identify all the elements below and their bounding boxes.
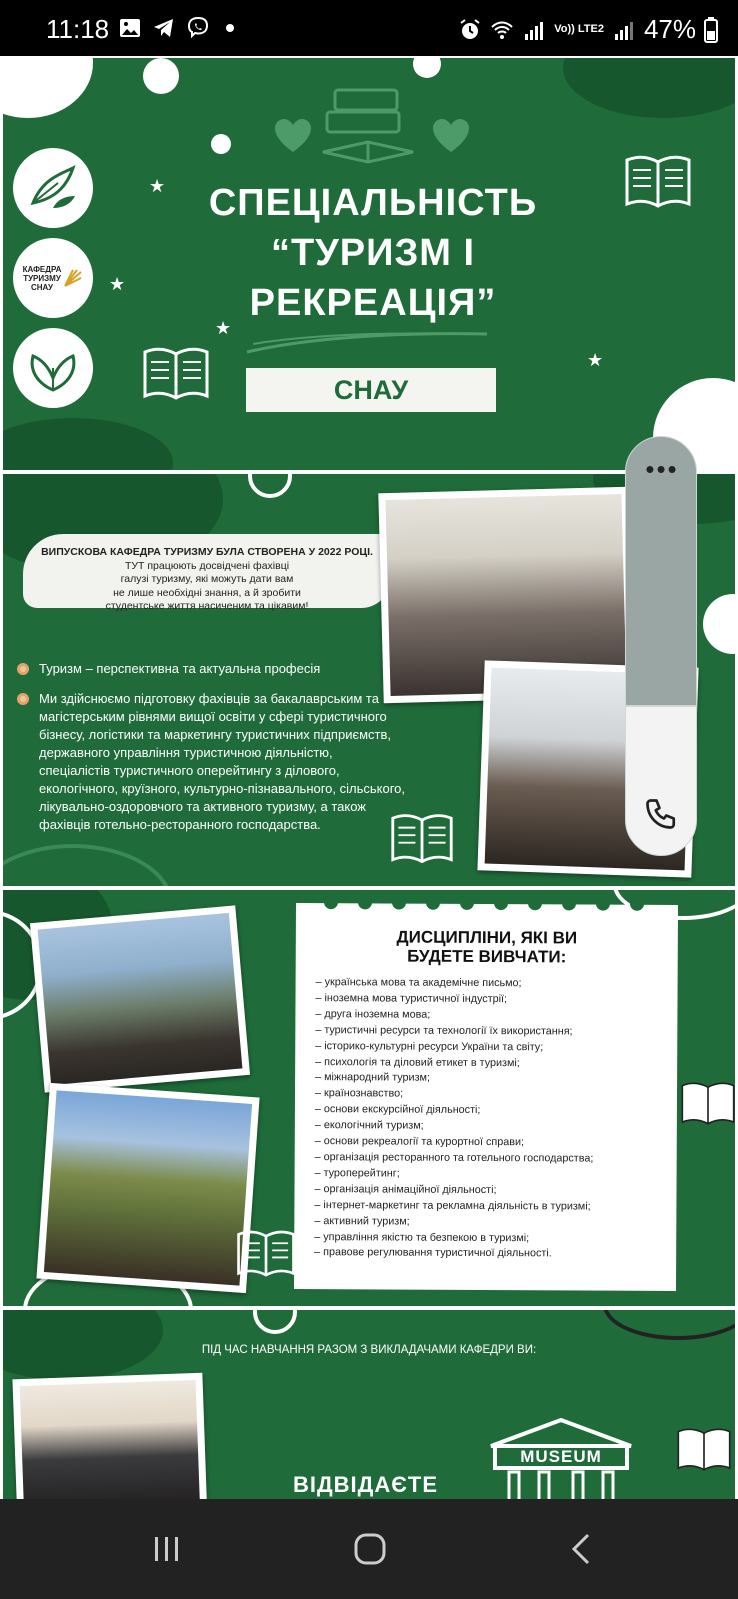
university-logo (13, 148, 93, 228)
slide-4-caption: ПІД ЧАС НАВЧАННЯ РАЗОМ З ВИКЛАДАЧАМИ КАФЕДРИ ВИ: (201, 1344, 537, 1356)
notification-icons (118, 16, 234, 40)
battery-percent: 47% (643, 14, 696, 44)
battery-icon (704, 17, 718, 43)
notebook-ring (426, 896, 440, 910)
disciplines-notebook (294, 903, 678, 1291)
list-item: – туристичні ресурси та технології їх використання; (315, 1023, 573, 1038)
decor-ring (248, 474, 292, 498)
open-book-icon (623, 152, 693, 210)
star-icon: ★ (587, 350, 604, 370)
notebook-ring (494, 896, 508, 910)
list-item: – історико-культурні ресурси України та світу; (315, 1039, 544, 1053)
signal-icon-2 (612, 18, 636, 42)
heart-icon (431, 118, 471, 154)
bullet-item (17, 660, 397, 678)
widget-handle[interactable] (625, 436, 697, 706)
navigation-bar (0, 1499, 738, 1599)
title-line: РЕКРЕАЦІЯ” (249, 282, 497, 324)
note-line: ВИПУСКОВА КАФЕДРА ТУРИЗМУ БУЛА СТВОРЕНА У 2022 РОЦІ. (41, 546, 373, 558)
list-item: – міжнародний туризм; (315, 1071, 431, 1085)
bullet-marker-icon (17, 693, 29, 705)
title-line: “ТУРИЗМ І (270, 232, 476, 274)
list-item: – психологія та діловий етикет в туризмі; (315, 1055, 520, 1069)
phone-icon[interactable] (643, 796, 679, 832)
decor-blob (3, 58, 93, 118)
decor-dot (413, 58, 441, 78)
bullet-text: Ми здійснюємо підготовку фахівців за бакалаврським та магістерським рівнями вищої освіти у сфері туристичного бізнесу, логістики та маркетингу туристичних підприємств, державного управління туристичною діяльністю, спеціалістів туристичного оперейтингу з ділового, екологічного, круїзного, культурно-пізнавального, сільського, лікувально-оздоровчого та активного туризму, а також фахівців готельно-ресторанного господарства. (39, 691, 406, 832)
note-line: ТУТ працюють досвідчені фахівці (124, 559, 290, 572)
notebook-ring (324, 895, 338, 909)
list-item: – інтернет-маркетинг та рекламна діяльність в туризмі; (314, 1198, 591, 1213)
star-icon: ★ (149, 176, 166, 196)
closed-book-icon (679, 1076, 735, 1130)
photo-group-outdoors (36, 1083, 259, 1293)
list-item: – активний туризм; (314, 1214, 410, 1228)
notebook-ring (460, 896, 474, 910)
decor-ring (253, 1310, 297, 1334)
museum-sign: MUSEUM (520, 1447, 602, 1466)
widget-call-area[interactable] (625, 706, 697, 856)
ginkgo-logo (13, 328, 93, 408)
note-line: не лише необхідні знання, а й зробити (113, 586, 301, 599)
wifi-icon (490, 18, 514, 42)
alarm-icon (458, 18, 482, 42)
open-book-icon (389, 810, 455, 866)
bullet-item (17, 690, 407, 834)
heart-icon (273, 118, 313, 154)
ginkgo-icon (23, 338, 83, 398)
home-button[interactable] (350, 1529, 390, 1569)
notebook-ring (630, 897, 644, 911)
list-item: – українська мова та академічне письмо; (315, 976, 522, 990)
photo-theatre (12, 1373, 207, 1499)
list-item: – правове регулювання туристичної діяльності. (314, 1246, 552, 1260)
department-logo (13, 238, 93, 318)
back-button[interactable] (562, 1529, 602, 1569)
network-type: Vo)) LTE2 (554, 23, 604, 35)
open-book-icon (235, 1226, 297, 1280)
note-line: студентське життя насиченим та цікавим! (105, 600, 309, 612)
slide-1 (3, 58, 735, 470)
list-item: – організація анімаційної діяльності; (314, 1182, 497, 1196)
department-logo-line: ТУРИЗМУ (23, 273, 61, 283)
viber-icon (186, 16, 210, 40)
recent-apps-button[interactable] (147, 1529, 187, 1569)
decor-dot (211, 134, 231, 154)
status-bar (0, 0, 738, 56)
star-icon: ★ (109, 274, 126, 294)
list-item: – основи рекреалогії та курортної справи; (314, 1135, 525, 1149)
page-title (163, 178, 583, 328)
department-note (23, 534, 391, 612)
notebook-ring (596, 897, 610, 911)
list-item: – туроперейтинг; (314, 1166, 400, 1180)
slide-3 (3, 890, 735, 1306)
disciplines-title: ДИСЦИПЛІНИ, ЯКІ ВИ БУДЕТЕ ВИВЧАТИ: (396, 927, 578, 967)
books-icon (313, 82, 433, 182)
status-time: 11:18 (46, 14, 110, 44)
visit-heading: ВІДВІДАЄТЕ (293, 1472, 438, 1497)
notebook-ring (392, 896, 406, 910)
system-icons (458, 14, 718, 45)
telegram-icon (152, 16, 176, 40)
open-book-icon (141, 344, 211, 402)
document-viewer[interactable] (0, 56, 738, 1499)
gallery-icon (118, 16, 142, 40)
bullet-marker-icon (17, 663, 29, 675)
decor-ring (3, 844, 173, 886)
floating-call-widget[interactable] (625, 436, 697, 856)
leaf-logo-icon (23, 158, 83, 218)
bullet-text: Туризм – перспективна та актуальна професія (39, 661, 321, 676)
list-item: – екологічний туризм; (314, 1119, 424, 1132)
list-item: – управління якістю та безпекою в туризмі; (314, 1230, 530, 1244)
decor-blob (3, 418, 173, 470)
disciplines-list (314, 975, 657, 1263)
list-item: – організація ресторанного та готельного господарства; (314, 1151, 594, 1165)
note-line: галузі туризму, які можуть дати вам (120, 573, 294, 585)
department-logo-line: СНАУ (30, 282, 53, 292)
photo-group-building (30, 905, 250, 1092)
list-item: – країнознавство; (314, 1087, 404, 1100)
more-dots-icon[interactable]: ••• (645, 454, 679, 484)
signal-icon (522, 18, 546, 42)
list-item: – іноземна мова туристичної індустрії; (315, 992, 508, 1006)
decor-blob (703, 594, 735, 654)
notebook-ring (358, 895, 372, 909)
decor-dot (143, 58, 179, 94)
list-item: – основи екскурсійної діяльності; (314, 1103, 481, 1117)
snau-banner: СНАУ (246, 368, 496, 412)
decor-blob (563, 58, 735, 118)
more-notifications-dot (226, 24, 234, 32)
slide-4 (3, 1310, 735, 1499)
fan-icon (63, 268, 83, 288)
star-icon: ★ (215, 318, 232, 338)
swoosh-decor (243, 330, 493, 358)
title-line: СПЕЦІАЛЬНІСТЬ (208, 182, 538, 224)
decor-ring (603, 1310, 735, 1340)
department-logo-line: КАФЕДРА (22, 264, 62, 274)
notebook-ring (562, 896, 576, 910)
list-item: – друга іноземна мова; (315, 1007, 431, 1021)
notebook-ring (528, 896, 542, 910)
closed-book-icon (675, 1422, 733, 1476)
